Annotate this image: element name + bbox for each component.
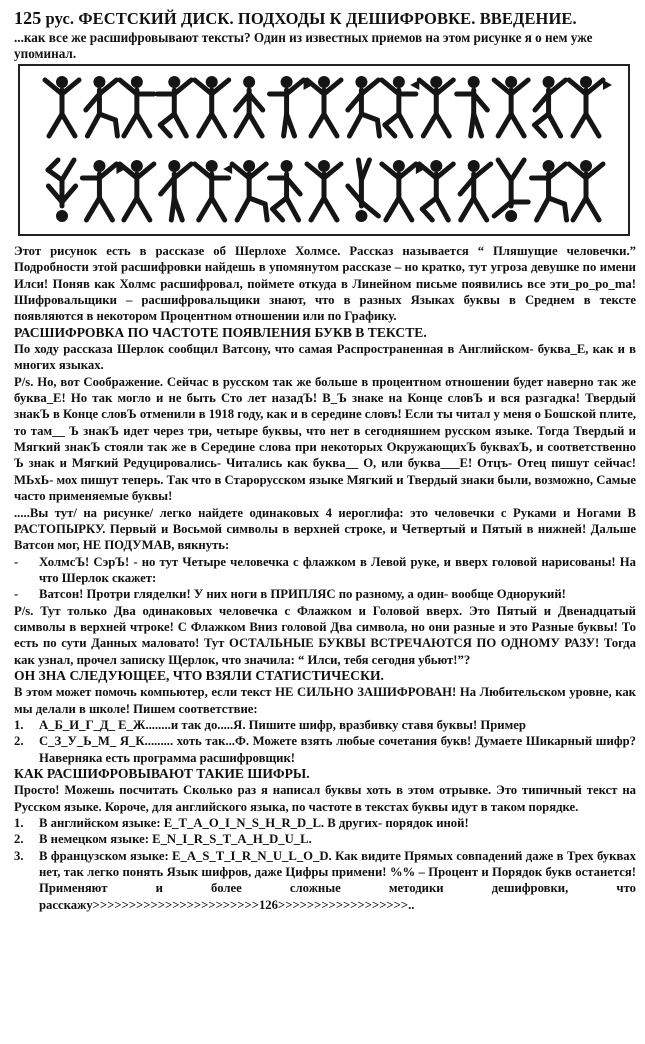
dancing-man-figure bbox=[535, 76, 566, 136]
dialog-item bbox=[14, 554, 636, 587]
list-text: В немецком языке: E_N_I_R_S_T_A_H_D_U_L. bbox=[39, 832, 312, 847]
list-text: С_З_У_Ь_М_ Я_К......... хоть так...Ф. Можете взять любые сочетания букв! Думаете Шикарный шифр? Наверняка есть программа расшифровщик! bbox=[39, 734, 636, 765]
dancing-man-figure bbox=[494, 76, 528, 136]
heading-statistics: ОН ЗНА СЛЕДУЮЩЕЕ, ЧТО ВЗЯЛИ СТАТИСТИЧЕСКИ. bbox=[14, 667, 384, 683]
list-marker: 1. bbox=[14, 717, 24, 732]
dancing-man-figure bbox=[460, 160, 491, 220]
dancing-man-figure bbox=[270, 160, 301, 220]
dancing-man-figure bbox=[569, 76, 612, 136]
intro-text: ...как все же расшифровывают тексты? Один из известных приемов на этом рисунке я о нем уже упоминал. bbox=[14, 30, 593, 61]
dancing-man-figure bbox=[307, 160, 341, 220]
dancing-man-figure bbox=[82, 160, 125, 220]
dancing-man-figure bbox=[157, 76, 191, 136]
dancing-man-figure bbox=[48, 160, 76, 222]
dancing-man-figure bbox=[532, 160, 567, 220]
dialog-text: ХолмсЪ! СэрЪ! - но тут Четыре человечка с флажком в Левой руке, и вверх головой нарисованы! На что Шерлок скажет: bbox=[39, 554, 636, 585]
dancing-man-figure bbox=[348, 160, 379, 222]
paragraph-6: В этом может помочь компьютер, если текст НЕ СИЛЬНО ЗАШИФРОВАН! На Любительском уровне, как мы делали в школе! Пишем соответствие: bbox=[14, 685, 636, 716]
page-number: 125 bbox=[14, 8, 42, 28]
title-text: рус. ФЕСТСКИЙ ДИСК. ПОДХОДЫ К ДЕШИФРОВКЕ. ВВЕДЕНИЕ. bbox=[45, 9, 577, 28]
list-text: В английском языке: E_T_A_O_I_N_S_H_R_D_L. В других- порядок иной! bbox=[39, 816, 469, 831]
dancing-man-figure bbox=[382, 160, 425, 220]
list-text: А_Б_И_Г_Д_ Е_Ж........и так до.....Я. Пишите шифр, вразбивку ставя буквы! Пример bbox=[39, 717, 526, 732]
list-marker: 1. bbox=[14, 816, 24, 831]
list-marker: 2. bbox=[14, 734, 24, 749]
dialog-marker: - bbox=[14, 554, 19, 569]
dancing-man-figure bbox=[195, 76, 229, 136]
paragraph-5: P/s. Тут только Два одинаковых человечка с Флажком и Головой вверх. Это Пятый и Двенадцатый символы в верхней чтроке! С Флажком Вниз головой Два символа, но они разные и это Разные буквы! То есть по сути Данных маловато! Тут ОСТАЛЬНЫЕ БУКВЫ ВСТРЕЧАЮТСЯ ПО ОДНОМУ РАЗУ! Тогда как узнал, прочел записку Щерлок, что значила: “ Илси, тебя сегодня убьют!”? bbox=[14, 603, 636, 667]
list-item bbox=[14, 848, 636, 913]
paragraph-2: По ходу рассказа Шерлок сообщил Ватсону, что самая Распространенная в Английском- буква_Е, как и в многих языках. bbox=[14, 342, 636, 373]
dancing-man-figure bbox=[348, 76, 380, 136]
list-item bbox=[14, 717, 636, 733]
article-body bbox=[14, 243, 636, 913]
dancing-man-figure bbox=[120, 76, 154, 136]
list-item bbox=[14, 815, 636, 831]
dancing-man-figure bbox=[270, 76, 313, 136]
dancing-man-figure bbox=[120, 160, 154, 220]
dancing-man-figure bbox=[569, 160, 603, 220]
list-item bbox=[14, 831, 636, 847]
dancing-man-figure bbox=[307, 76, 341, 136]
dancing-man-figure bbox=[223, 160, 267, 220]
dialog-text: Ватсон! Протри гляделки! У них ноги в ПРИПЛЯС по разному, а один- вообще Однорукий! bbox=[39, 587, 566, 602]
dialog-marker: - bbox=[14, 587, 19, 602]
dancing-man-figure bbox=[236, 76, 263, 136]
list-item bbox=[14, 733, 636, 766]
heading-decrypt: КАК РАСШИФРОВЫВАЮТ ТАКИЕ ШИФРЫ. bbox=[14, 766, 310, 781]
dancing-man-figure bbox=[45, 76, 79, 136]
heading-frequency: РАСШИФРОВКА ПО ЧАСТОТЕ ПОЯВЛЕНИЯ БУКВ В ТЕКСТЕ. bbox=[14, 324, 427, 340]
dancing-man-figure bbox=[419, 160, 453, 220]
page-title bbox=[14, 8, 577, 29]
dancing-man-figure bbox=[457, 76, 488, 136]
dancing-man-figure bbox=[410, 76, 453, 136]
dancing-men-svg bbox=[20, 66, 628, 234]
paragraph-7: Просто! Можешь посчитать Сколько раз я написал буквы хоть в этом отрывке. Это типичный текст на Русском языке. Короче, для английского языка, по частоте в текстах буквы идут в таком порядке. bbox=[14, 783, 636, 814]
paragraph-4: .....Вы тут/ на рисунке/ легко найдете одинаковых 4 иероглифа: это человечки с Руками и Ногами В РАСТОПЫРКУ. Первый и Восьмой символы в верхней строке, и Четвертый и Пятый в нижней! Дальше Ватсон мог, НЕ ПОДУМАВ, вякнуть: bbox=[14, 505, 636, 553]
list-text: В французском языке: E_A_S_T_I_R_N_U_L_O_D. Как видите Прямых совпадений даже в Трех буквах нет, так легко понять Язык шифров, даже Цифры примени! %% – Процент и Порядок букв останется! Применяют и более сложные методики дешифровки, что расскажу>>>>>>>>>>>>>>>>>>>>>>>126>>>>>>>>>>>>>>>>>>.. bbox=[39, 848, 636, 912]
list-marker: 2. bbox=[14, 832, 24, 847]
dancing-man-figure bbox=[86, 76, 118, 136]
dancing-man-figure bbox=[494, 160, 528, 222]
paragraph-3: P/s. Но, вот Соображение. Сейчас в русском так же больше в процентном отношении будет наверно так же буква_Е! Но так могло и не быть Сто лет назадЪ! В_Ъ знаке на Конце словЪ и вся разгадка! Твердый знакЪ в Конце словЪ отменили в 1918 году, как и в середине словъ! Если ты читал у меня о Бошской плите, то там__ Ъ знакЪ идет через три, четыре буквы, что нет в сегодняшнем русском языке. Тогда Твердый и Мягкий знакЪ стояли так же в Середине слова при некоторых ОкружающихЪ буквахЪ, и соответственно Ъ знак и Мягкий Редуцировались- Читались как буква__ О, или буква___Е! Отцъ- Отец пишут сейчас! МЬхЬ- мох пишут теперь. Так что в Старорусском языке Мягкий и Твердый знаки были, возможно, Самые часто применяемые буквы! bbox=[14, 374, 636, 504]
paragraph-1: Этот рисунок есть в рассказе об Шерлохе Холмсе. Рассказ называется “ Пляшущие человечки.” Подробности этой расшифровки найдешь в упомянутом рассказе – но кратко, тут угроза девушке по имени Илси! Поняв как Холмс расшифровал, поймете откуда в Линейном письме появились все эти_ро_ро_ma! Шифровальщики – расшифровальщики знают, что в разных Языках буквы в Среднем в тексте появляются в некотором Процентном отношении или по Графику. bbox=[14, 244, 636, 324]
dancing-men-figure bbox=[18, 64, 630, 236]
dialog-item bbox=[14, 586, 636, 602]
dancing-man-figure bbox=[161, 160, 192, 220]
list-marker: 3. bbox=[14, 848, 24, 863]
